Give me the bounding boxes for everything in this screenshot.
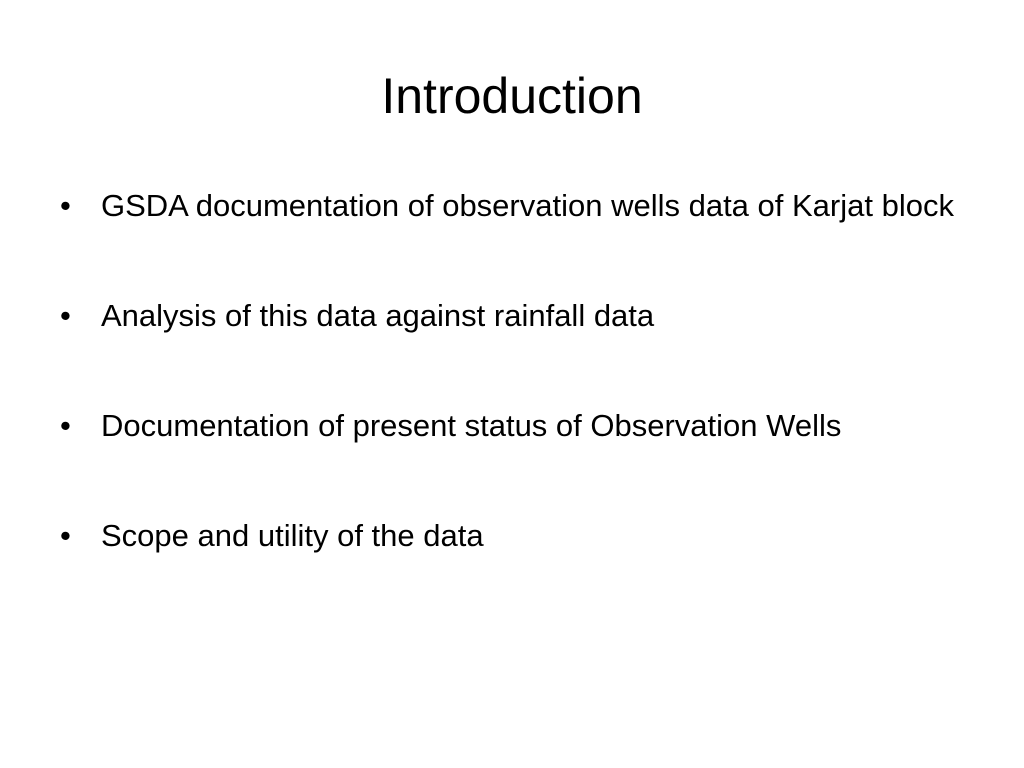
bullet-item bbox=[56, 513, 956, 559]
bullet-text: Documentation of present status of Observation Wells bbox=[101, 408, 842, 443]
slide-title: Introduction bbox=[381, 68, 643, 124]
bullet-dot-icon: • bbox=[60, 188, 71, 223]
bullet-text: Scope and utility of the data bbox=[101, 518, 484, 553]
bullet-text: Analysis of this data against rainfall data bbox=[101, 298, 655, 333]
bullet-dot-icon: • bbox=[60, 298, 71, 333]
bullet-item bbox=[56, 293, 956, 339]
bullet-list bbox=[56, 183, 956, 559]
bullet-text: GSDA documentation of observation wells data of Karjat block bbox=[101, 188, 954, 223]
bullet-item bbox=[56, 403, 956, 449]
bullet-dot-icon: • bbox=[60, 408, 71, 443]
bullet-dot-icon: • bbox=[60, 518, 71, 553]
bullet-item bbox=[56, 183, 956, 229]
